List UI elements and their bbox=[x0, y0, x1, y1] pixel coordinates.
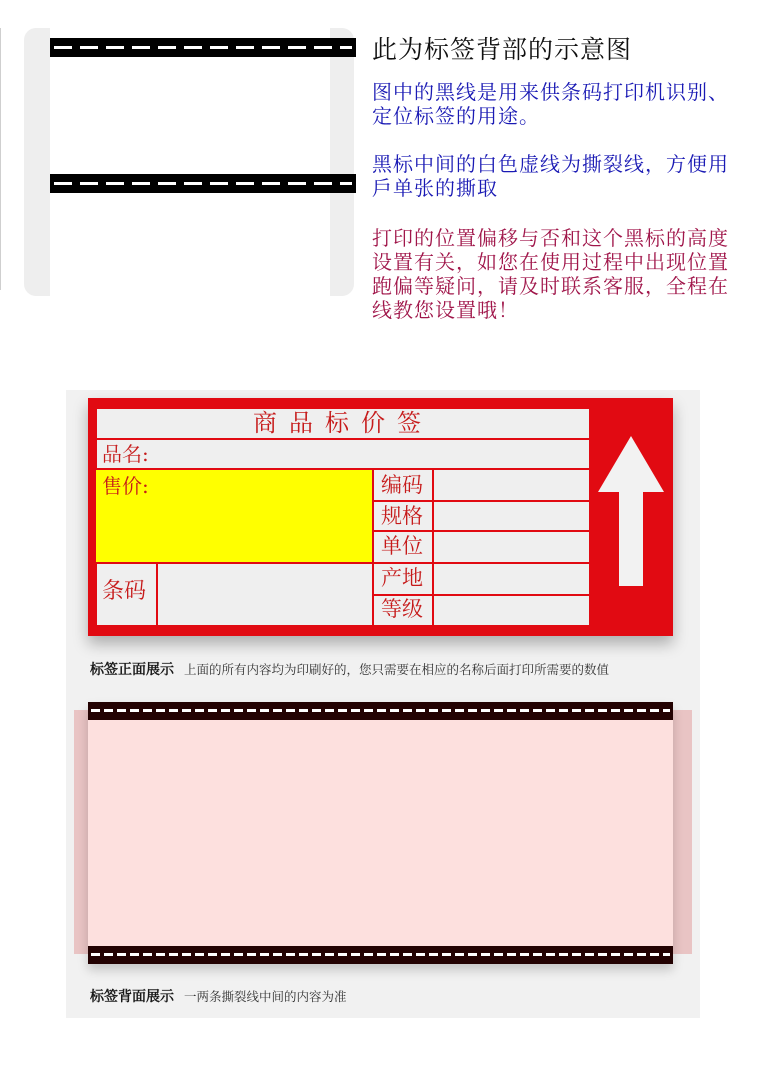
column-divider bbox=[156, 562, 158, 626]
unit-label: 单位 bbox=[381, 534, 423, 558]
front-price-label bbox=[88, 398, 673, 636]
front-caption-title: 标签正面展示 bbox=[90, 662, 174, 678]
grade-label: 等级 bbox=[381, 597, 423, 621]
back-black-mark-bottom bbox=[88, 946, 673, 964]
back-black-mark-top bbox=[88, 702, 673, 720]
schematic-title: 此为标签背部的示意图 bbox=[372, 35, 633, 64]
label-title: 商品标价签 bbox=[253, 409, 433, 437]
origin-label: 产地 bbox=[381, 566, 423, 590]
page-edge-line bbox=[0, 28, 1, 290]
label-back-schematic bbox=[24, 28, 354, 296]
product-name-label: 品名: bbox=[102, 442, 149, 466]
schematic-label-paper bbox=[50, 28, 330, 296]
price-label-table bbox=[96, 408, 590, 626]
column-divider bbox=[372, 468, 374, 626]
black-mark-middle bbox=[50, 174, 356, 193]
tear-line-explanation: 黑标中间的白色虚线为撕裂线，方便用戶单张的撕取 bbox=[372, 152, 729, 200]
spec-label: 规格 bbox=[381, 504, 423, 528]
front-caption bbox=[90, 659, 609, 679]
back-caption-title: 标签背面展示 bbox=[90, 989, 174, 1005]
row-divider bbox=[96, 468, 590, 470]
black-mark-top bbox=[50, 38, 356, 57]
column-divider bbox=[432, 468, 434, 626]
row-divider bbox=[96, 438, 590, 440]
back-label bbox=[88, 702, 673, 964]
front-caption-desc: 上面的所有内容均为印刷好的，您只需要在相应的名称后面打印所需要的数值 bbox=[184, 662, 610, 677]
back-caption bbox=[90, 986, 347, 1006]
price-label: 售价: bbox=[102, 474, 149, 498]
up-arrow-icon bbox=[596, 426, 666, 596]
black-line-explanation: 图中的黑线是用来供条码打印机识别、定位标签的用途。 bbox=[372, 80, 729, 128]
code-label: 编码 bbox=[381, 473, 423, 497]
back-caption-desc: 一两条撕裂线中间的内容为准 bbox=[184, 989, 347, 1004]
barcode-label: 条码 bbox=[102, 579, 147, 604]
row-divider bbox=[96, 562, 590, 564]
print-offset-explanation: 打印的位置偏移与否和这个黑标的高度设置有关，如您在使用过程中出现位置跑偏等疑问，请及时联系客服，全程在线教您设置哦！ bbox=[372, 226, 729, 322]
